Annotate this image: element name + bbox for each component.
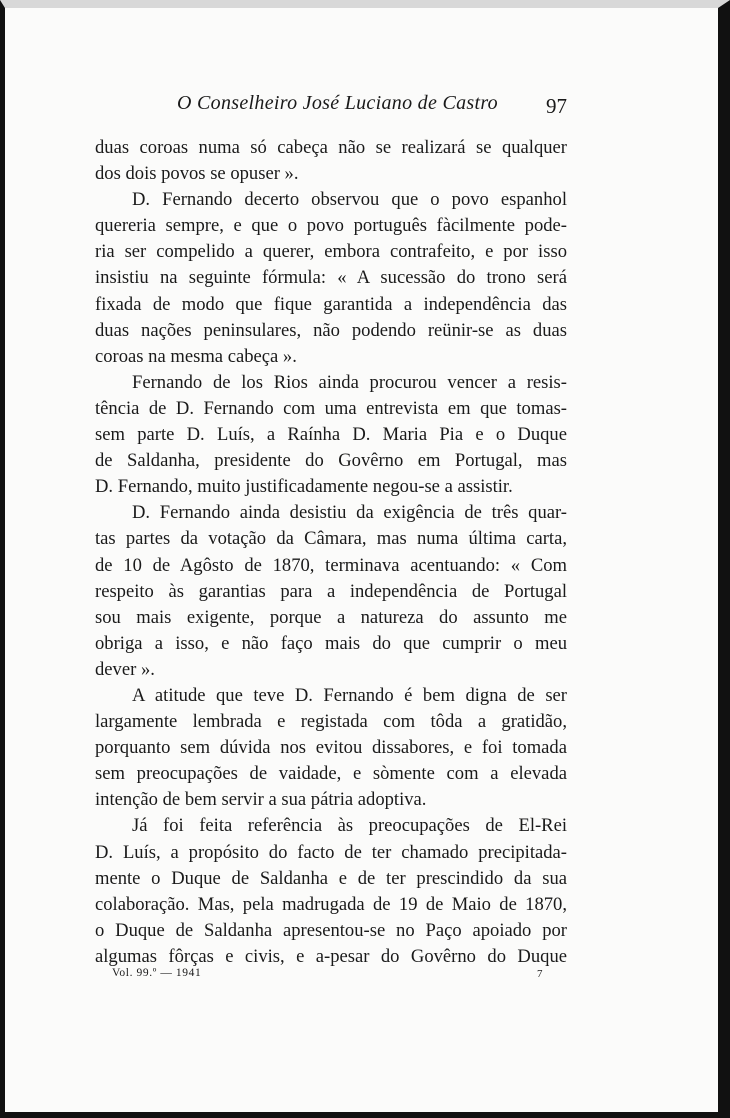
text-line: duas nações peninsulares, não podendo reünir-se as duas xyxy=(95,319,567,341)
text-line: de 10 de Agôsto de 1870, terminava acentuando: « Com xyxy=(95,554,567,576)
text-line: de Saldanha, presidente do Govêrno em Portugal, mas xyxy=(95,450,567,472)
body-text xyxy=(95,135,567,970)
page-number: 97 xyxy=(546,94,567,118)
volume-signature: Vol. 99.º — 1941 xyxy=(112,967,202,979)
text-line: Fernando de los Rios ainda procurou vencer a resis- xyxy=(132,371,567,393)
text-line: respeito às garantias para a independência de Portugal xyxy=(95,580,567,602)
text-line: porquanto sem dúvida nos evitou dissabores, e foi tomada xyxy=(95,737,567,759)
text-line: dos dois povos se opuser ». xyxy=(95,163,299,185)
text-line: fixada de modo que fique garantida a independência das xyxy=(95,293,567,315)
text-line: D. Fernando ainda desistiu da exigência de três quar- xyxy=(132,502,567,524)
text-line: obriga a isso, e não faço mais do que cumprir o meu xyxy=(95,632,567,654)
text-line: quereria sempre, e que o povo português fàcilmente pode- xyxy=(95,215,567,237)
page-footer xyxy=(95,967,567,987)
text-line: intenção de bem servir a sua pátria adoptiva. xyxy=(95,789,427,811)
running-title: O Conselheiro José Luciano de Castro xyxy=(177,92,498,114)
text-line: sem parte D. Luís, a Raínha D. Maria Pia e o Duque xyxy=(95,424,567,446)
text-line: insistiu na seguinte fórmula: « A sucessão do trono será xyxy=(95,267,567,289)
text-line: duas coroas numa só cabeça não se realizará se qualquer xyxy=(95,137,567,158)
text-line: colaboração. Mas, pela madrugada de 19 de Maio de 1870, xyxy=(95,893,567,915)
text-line: sem preocupações de vaidade, e sòmente com a elevada xyxy=(95,763,567,785)
text-line: tas partes da votação da Câmara, mas numa última carta, xyxy=(95,528,567,550)
text-line: coroas na mesma cabeça ». xyxy=(95,345,297,367)
text-line: A atitude que teve D. Fernando é bem digna de ser xyxy=(132,684,567,706)
text-line: D. Luís, a propósito do facto de ter chamado precipitada- xyxy=(95,841,567,863)
running-head xyxy=(95,92,567,122)
text-line: ria ser compelido a querer, embora contrafeito, e por isso xyxy=(95,241,567,263)
text-line: D. Fernando, muito justificadamente negou-se a assistir. xyxy=(95,476,513,498)
text-line: tência de D. Fernando com uma entrevista em que tomas- xyxy=(95,397,567,419)
text-line: algumas fôrças e civis, e a-pesar do Govêrno do Duque xyxy=(95,945,567,967)
sheet-number: 7 xyxy=(537,968,543,980)
text-line: o Duque de Saldanha apresentou-se no Paço apoiado por xyxy=(95,919,567,941)
text-line: largamente lembrada e registada com tôda a gratidão, xyxy=(95,711,567,733)
text-line: D. Fernando decerto observou que o povo espanhol xyxy=(132,189,567,211)
text-line: dever ». xyxy=(95,658,155,680)
text-line: Já foi feita referência às preocupações de El-Rei xyxy=(132,815,567,837)
text-line: mente o Duque de Saldanha e de ter prescindido da sua xyxy=(95,867,567,889)
text-line: sou mais exigente, porque a natureza do assunto me xyxy=(95,606,567,628)
